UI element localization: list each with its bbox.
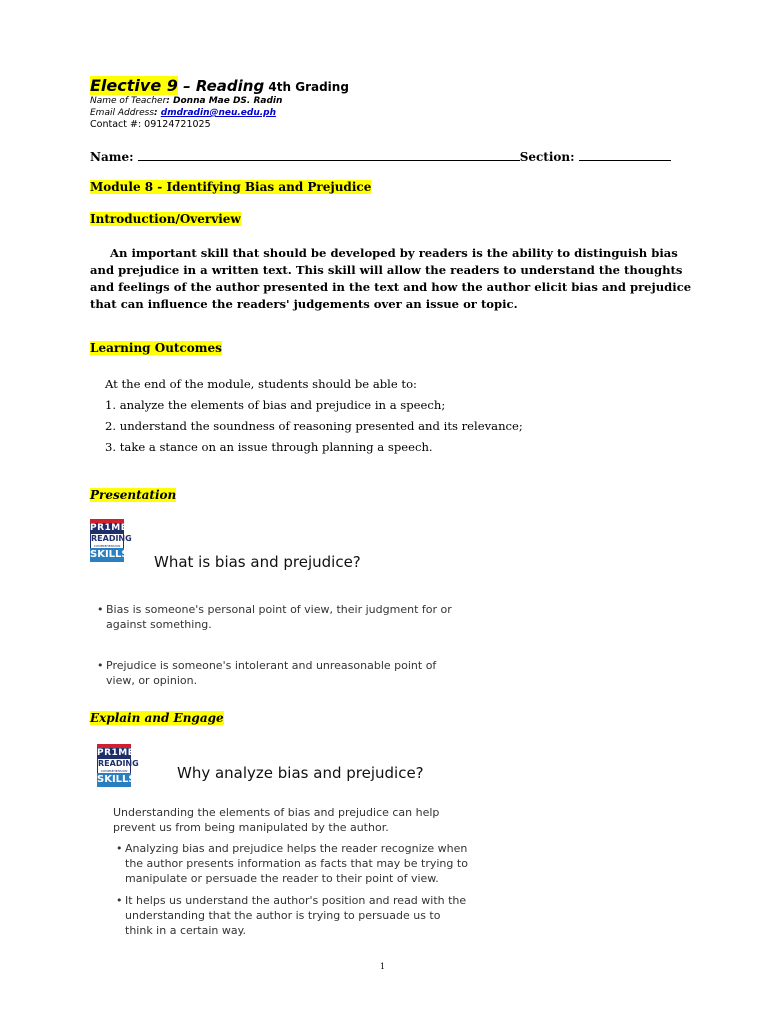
name-section-line: [90, 149, 671, 164]
name-label: Name:: [90, 150, 134, 164]
section-blank[interactable]: [579, 149, 671, 161]
title-dash: –: [177, 77, 196, 95]
presentation-heading-text: Presentation: [90, 488, 177, 502]
outcome-item: 1. analyze the elements of bias and prejudice in a speech;: [105, 398, 446, 412]
email-link[interactable]: dmdradin@neu.edu.ph: [160, 108, 277, 118]
logo-prime-text: PR1ME: [90, 523, 128, 533]
module-title-text: Module 8 - Identifying Bias and Prejudice: [90, 180, 372, 194]
module-title: [90, 180, 371, 194]
logo-prime-text: PR1ME: [97, 748, 135, 758]
email-sep: :: [154, 108, 161, 118]
slide-bullet-line: Analyzing bias and prejudice helps the reader recognize when: [125, 842, 468, 855]
slide-why-analyze: [95, 742, 485, 940]
slide-bullet-line: It helps us understand the author's position and read with the: [125, 894, 467, 907]
outcome-item: 2. understand the soundness of reasoning presented and its relevance;: [105, 419, 523, 433]
slide-bullet-line: view, or opinion.: [106, 674, 198, 687]
outcomes-heading-text: Learning Outcomes: [90, 341, 222, 355]
intro-heading: [90, 212, 241, 226]
outcomes-heading: [90, 341, 222, 355]
document-title: [90, 76, 349, 95]
slide-bullet-line: manipulate or persuade the reader to their point of view.: [125, 872, 439, 885]
slide-intro-line: Understanding the elements of bias and prejudice can help: [113, 806, 440, 819]
logo-skills-text: SKILLS: [97, 774, 136, 785]
prime-reading-skills-logo: [97, 744, 139, 792]
teacher-line: [90, 96, 282, 106]
slide-title: Why analyze bias and prejudice?: [177, 764, 424, 782]
name-blank[interactable]: [138, 149, 520, 161]
intro-line: An important skill that should be developed by readers is the ability to distinguish bias: [110, 246, 678, 260]
slide-bullet-line: understanding that the author is trying to persuade us to: [125, 909, 441, 922]
logo-sub-text: COMPREHENSION: [90, 544, 124, 548]
email-line: [90, 108, 276, 118]
intro-line: and feelings of the author presented in the text and how the author elicit bias and prejudice: [90, 280, 692, 294]
logo-skills-text: SKILLS: [90, 549, 129, 560]
title-elective: Elective 9: [90, 76, 178, 95]
intro-line: and prejudice in a written text. This skill will allow the readers to understand the thoughts: [90, 263, 683, 277]
outcomes-list: [105, 374, 523, 458]
slide-what-is-bias: [90, 516, 452, 696]
slide-bullet: [116, 893, 467, 938]
logo-reading-text: READING: [91, 534, 132, 543]
slide-bullet: [97, 602, 452, 632]
title-grading: 4th Grading: [264, 80, 349, 94]
title-reading: Reading: [195, 77, 265, 95]
intro-paragraph: [90, 245, 690, 313]
teacher-label: Name of Teacher: [90, 96, 167, 106]
bullet-dot: •: [116, 894, 123, 907]
slide-bullet-line: Prejudice is someone's intolerant and unreasonable point of: [106, 659, 437, 672]
contact-line: Contact #: 09124721025: [90, 119, 211, 130]
explain-heading-text: Explain and Engage: [90, 711, 224, 725]
email-label: Email Address: [90, 108, 155, 118]
slide-bullet: [116, 841, 468, 886]
logo-sub-text: COMPREHENSION: [97, 769, 131, 773]
outcomes-lead: At the end of the module, students should be able to:: [105, 377, 417, 391]
teacher-sep: :: [166, 96, 174, 106]
prime-reading-skills-logo: [90, 519, 132, 567]
slide-bullet-line: against something.: [106, 618, 212, 631]
bullet-dot: •: [97, 603, 104, 616]
bullet-dot: •: [97, 659, 104, 672]
intro-heading-text: Introduction/Overview: [90, 212, 241, 226]
presentation-heading: [90, 488, 176, 502]
slide-title: What is bias and prejudice?: [154, 553, 361, 571]
bullet-dot: •: [116, 842, 123, 855]
slide-bullet-line: Bias is someone's personal point of view, their judgment for or: [106, 603, 452, 616]
intro-line: that can influence the readers' judgements over an issue or topic.: [90, 297, 518, 311]
teacher-name: Donna Mae DS. Radin: [173, 96, 283, 106]
logo-reading-text: READING: [98, 759, 139, 768]
slide-intro-line: prevent us from being manipulated by the author.: [113, 821, 389, 834]
slide-bullet-line: the author presents information as facts that may be trying to: [125, 857, 468, 870]
slide-intro: [113, 805, 439, 835]
outcome-item: 3. take a stance on an issue through planning a speech.: [105, 440, 433, 454]
section-label: Section:: [519, 150, 575, 164]
page-number: 1: [380, 962, 386, 971]
slide-bullet-line: think in a certain way.: [125, 924, 247, 937]
slide-bullet: [97, 658, 437, 688]
explain-heading: [90, 711, 224, 725]
